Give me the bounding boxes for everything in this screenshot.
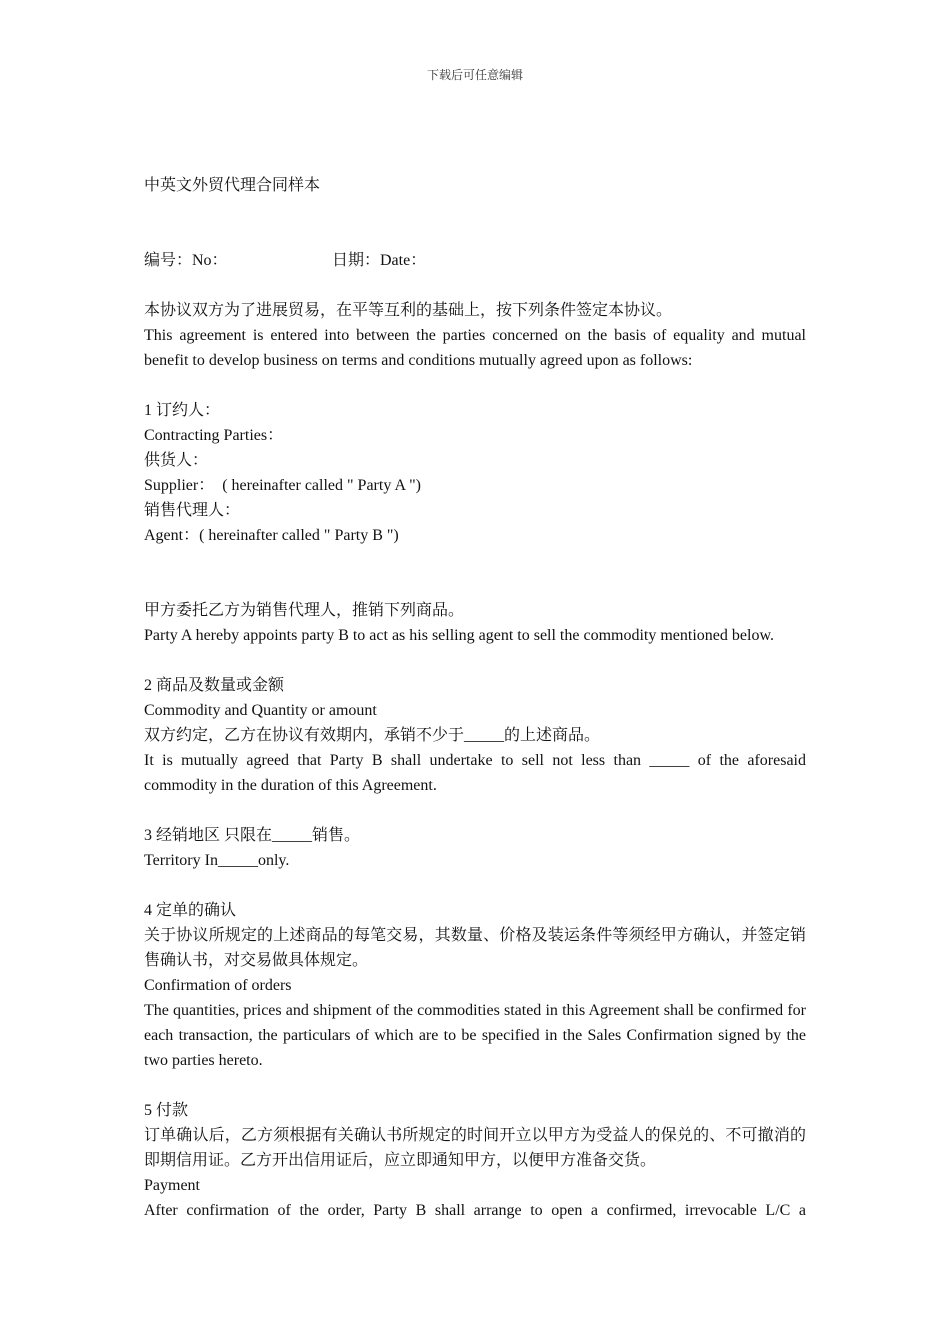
- number-label: 编号：No：: [144, 252, 228, 269]
- date-label: 日期：Date：: [332, 252, 427, 269]
- section1-heading-cn: 1 订约人：: [144, 402, 221, 419]
- appoint-cn: 甲方委托乙方为销售代理人，推销下列商品。: [144, 602, 465, 619]
- section2-heading-en: Commodity and Quantity or amount: [144, 702, 377, 719]
- agent-en: Agent：( hereinafter called " Party B "): [144, 527, 399, 544]
- section5-body-en: After confirmation of the order, Party B shall arrange to open a confirmed, irrevocable L/C a: [144, 1202, 806, 1219]
- page-header-note: 下载后可任意编辑: [426, 68, 523, 82]
- section1-heading-en: Contracting Parties：: [144, 427, 284, 444]
- document-title: 中英文外贸代理合同样本: [144, 177, 321, 194]
- section3-heading-cn: 3 经销地区 只限在_____销售。: [144, 827, 361, 844]
- section5-heading-en: Payment: [144, 1177, 200, 1194]
- section5-body-cn: 订单确认后，乙方须根据有关确认书所规定的时间开立以甲方为受益人的保兑的、不可撤消的即期信用证。乙方开出信用证后，应立即通知甲方，以便甲方准备交货。: [144, 1127, 806, 1169]
- intro-cn: 本协议双方为了进展贸易，在平等互利的基础上，按下列条件签定本协议。: [144, 302, 673, 319]
- section4-heading-en: Confirmation of orders: [144, 977, 292, 994]
- section2-body-en: It is mutually agreed that Party B shall undertake to sell not less than _____ of the aforesaid commodity in the duration of this Agreement.: [144, 752, 806, 794]
- section4-body-en: The quantities, prices and shipment of the commodities stated in this Agreement shall be confirmed for each transaction, the particulars of which are to be specified in the Sales Confirmation signed by the two parties hereto.: [144, 1002, 806, 1069]
- section4-body-cn: 关于协议所规定的上述商品的每笔交易，其数量、价格及装运条件等须经甲方确认，并签定销售确认书，对交易做具体规定。: [144, 927, 806, 969]
- intro-en: This agreement is entered into between the parties concerned on the basis of equality and mutual benefit to develop business on terms and conditions mutually agreed upon as follows:: [144, 327, 806, 369]
- section3-heading-en: Territory In_____only.: [144, 852, 290, 869]
- meta-row: [144, 248, 806, 273]
- appoint-en: Party A hereby appoints party B to act as his selling agent to sell the commodity mentioned below.: [144, 627, 774, 644]
- document-body: [144, 173, 806, 1223]
- supplier-en: Supplier： ( hereinafter called " Party A "): [144, 477, 421, 494]
- section2-heading-cn: 2 商品及数量或金额: [144, 677, 285, 694]
- section2-body-cn: 双方约定，乙方在协议有效期内，承销不少于_____的上述商品。: [144, 727, 601, 744]
- section5-heading-cn: 5 付款: [144, 1102, 189, 1119]
- supplier-cn: 供货人：: [144, 452, 209, 469]
- section4-heading-cn: 4 定单的确认: [144, 902, 237, 919]
- agent-cn: 销售代理人：: [144, 502, 241, 519]
